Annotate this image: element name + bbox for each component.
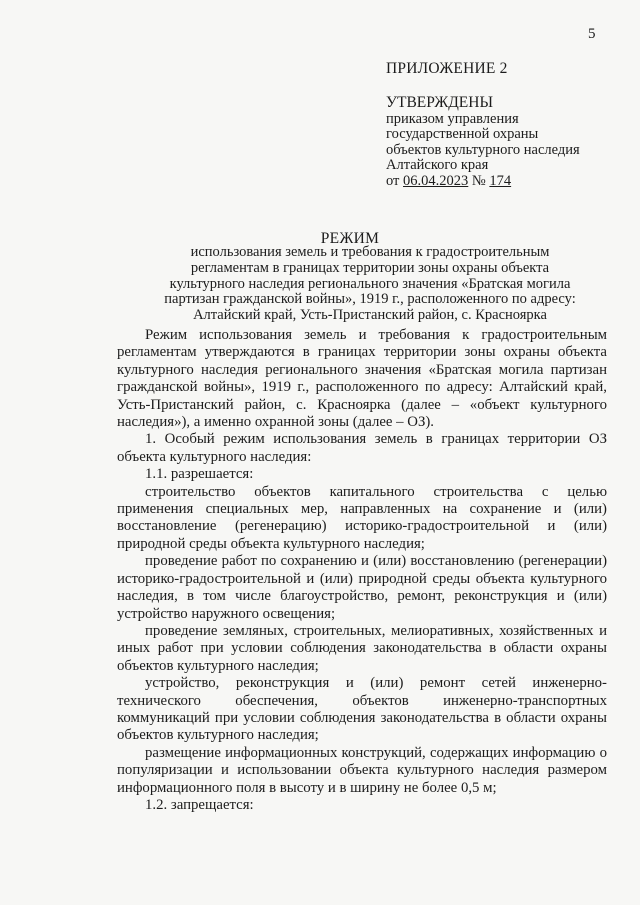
approval-line: государственной охраны bbox=[386, 126, 539, 142]
appendix-title: ПРИЛОЖЕНИЕ 2 bbox=[386, 60, 508, 77]
allowed-item: проведение работ по сохранению и (или) восстановлению (регенерации) историко-градостроительной и (или) природной среды объекта культурного наследия, в том числе благоустройство, ремонт, реконструкция и (или) устройство наружного освещения; bbox=[117, 553, 607, 622]
approved-heading: УТВЕРЖДЕНЫ bbox=[386, 94, 493, 111]
document-body bbox=[117, 327, 607, 814]
approval-line: Алтайского края bbox=[386, 157, 489, 173]
order-date: 06.04.2023 bbox=[403, 172, 469, 189]
order-reference bbox=[386, 174, 580, 190]
allowed-item: размещение информационных конструкций, содержащих информацию о популяризации и использовании объекта культурного наследия размером информационного поля в высоту и в ширину не более 0,5 м; bbox=[117, 744, 607, 796]
approval-line: приказом управления bbox=[386, 110, 519, 127]
order-number: 174 bbox=[489, 172, 512, 189]
subtitle-line: использования земель и требования к градостроительным bbox=[190, 244, 550, 260]
approval-line: объектов культурного наследия bbox=[386, 141, 580, 158]
order-prefix: от bbox=[386, 172, 404, 189]
regime-subtitle bbox=[120, 245, 620, 324]
subtitle-line: регламентам в границах территории зоны охраны объекта bbox=[190, 259, 550, 276]
subtitle-line: культурного наследия регионального значения «Братская могила bbox=[169, 275, 571, 292]
subtitle-line: партизан гражданской войны», 1919 г., расположенного по адресу: bbox=[164, 291, 576, 308]
section-1-2-heading: 1.2. запрещается: bbox=[145, 796, 254, 813]
regime-title: РЕЖИМ bbox=[320, 230, 380, 247]
allowed-item: устройство, реконструкция и (или) ремонт сетей инженерно-технического обеспечения, объектов инженерно-транспортных коммуникаций при условии соблюдения законодательства в области охраны объектов культурного наследия; bbox=[117, 675, 607, 744]
intro-paragraph: Режим использования земель и требования к градостроительным регламентам утверждаются в границах территории зоны охраны объекта культурного наследия регионального значения «Братская могила партизан гражданской войны», 1919 г., расположенного по адресу: Алтайский край, Усть-Пристанский район, с. Красноярка (далее – «объект культурного наследия»), а именно охранной зоны (далее – ОЗ). bbox=[117, 327, 607, 431]
subtitle-line: Алтайский край, Усть-Пристанский район, с. Красноярка bbox=[193, 307, 547, 324]
order-number-sign: № bbox=[468, 172, 490, 189]
section-1-1-heading: 1.1. разрешается: bbox=[145, 466, 254, 483]
page-number: 5 bbox=[588, 26, 596, 42]
allowed-item: строительство объектов капитального строительства с целью применения специальных мер, направленных на сохранение и (или) восстановление (регенерацию) историко-градостроительной и (или) природной среды объекта культурного наследия; bbox=[117, 483, 607, 552]
approval-block bbox=[386, 95, 580, 189]
section-1-heading: 1. Особый режим использования земель в границах территории ОЗ объекта культурного наследия: bbox=[117, 431, 607, 465]
allowed-item: проведение земляных, строительных, мелиоративных, хозяйственных и иных работ при условии соблюдения законодательства в области охраны объектов культурного наследия; bbox=[117, 622, 607, 674]
